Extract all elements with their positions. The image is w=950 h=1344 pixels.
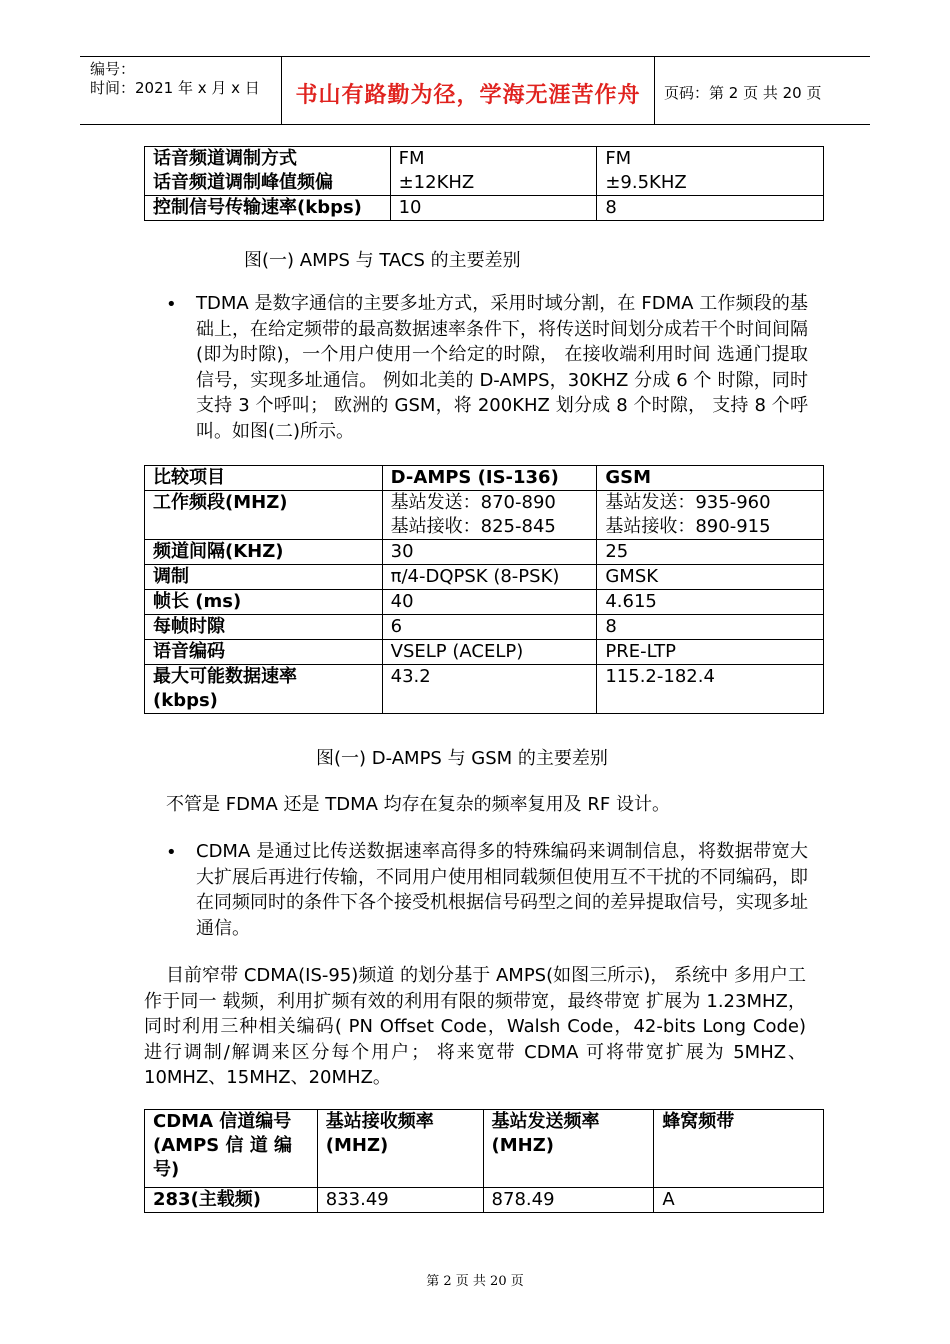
header-motto: 书山有路勤为径，学海无涯苦作舟 [295,83,641,108]
table-header-cell: D-AMPS (IS-136) [382,466,597,491]
table-cell: 话音频道调制方式 话音频道调制峰值频偏 [153,148,333,193]
cdma-channel-table [144,1109,824,1213]
table-cell: 6 [382,615,597,640]
table-header-cell: 基站发送频率 (MHZ) [491,1111,600,1156]
doc-number-label: 编号： [90,60,136,78]
table-cell: GMSK [597,565,824,590]
table-cell: π/4-DQPSK (8-PSK) [382,565,597,590]
table-row [145,590,824,615]
table-cell: 40 [382,590,597,615]
table-cell: 43.2 [382,665,597,714]
table-cell: 调制 [145,565,383,590]
table-header-row [145,466,824,491]
page-footer: 第 2 页 共 20 页 [426,1274,524,1289]
table-row [145,640,824,665]
tdma-paragraph: TDMA 是数字通信的主要多址方式，采用时域分割，在 FDMA 工作频段的基础上，在给定频带的最高数据速率条件下，将传送时间划分成若干个时间间隔(即为时隙)，一个用户使用一个给定的时隙， 在接收端利用时间 选通门提取信号，实现多址通信。 例如北美的 D-AMPS，30KHZ 分成 6 个 时隙，同时支持 3 个呼叫； 欧洲的 GSM，将 200KHZ 划分成 8 个时隙， 支持 8 个呼叫。如图(二)所示。 [196,293,808,442]
table-cell: VSELP (ACELP) [382,640,597,665]
damps-gsm-table [144,465,824,714]
table-cell: 8 [597,615,824,640]
table-row [145,615,824,640]
table-cell: 878.49 [483,1188,654,1213]
table-cell: PRE-LTP [597,640,824,665]
bullet-dot: • [166,842,177,863]
doc-time-label: 时间：2021 年 x 月 x 日 [90,79,260,97]
header-meta [90,60,260,98]
table-cell: 帧长 (ms) [145,590,383,615]
table-row [145,540,824,565]
table-cell: A [654,1188,824,1213]
table-cell: 10 [390,196,597,221]
table-cell: 基站发送：870-890 基站接收：825-845 [390,492,556,537]
table-cell: 283(主载频) [145,1188,318,1213]
table-row [145,491,824,540]
narrowband-cdma-paragraph: 目前窄带 CDMA(IS-95)频道 的划分基于 AMPS(如图三所示)， 系统中 多用户工作于同一 载频，利用扩频有效的利用有限的频带宽，最终带宽 扩展为 1.23MHZ，同时利用三种相关编码( PN Offset Code，Walsh Code，42-bits Long Code) 进行调制/解调来区分每个用户； 将来宽带 CDMA 可将带宽扩展为 5MHZ、10MHZ、15MHZ、20MHZ。 [144,965,806,1088]
table-cell: 8 [597,196,824,221]
table-header-cell: 比较项目 [145,466,383,491]
figure-caption-1: 图(一) AMPS 与 TACS 的主要差别 [244,250,521,271]
table-cell: 最大可能数据速率 (kbps) [153,666,297,711]
table-cell: 30 [382,540,597,565]
table-row [145,147,824,196]
header-bottom-rule [80,124,870,125]
table-cell: 工作频段(MHZ) [145,491,383,540]
table-header-row [145,1110,824,1188]
table-row [145,565,824,590]
table-cell: 控制信号传输速率(kbps) [145,196,391,221]
table-row [145,196,824,221]
header-divider [654,56,655,125]
table-row [145,1188,824,1213]
table-header-cell: GSM [597,466,824,491]
header-top-rule [80,56,870,57]
table-header-cell: 基站接收频率 (MHZ) [325,1111,434,1156]
table-cell: 基站发送：935-960 基站接收：890-915 [605,492,771,537]
amps-tacs-table [144,146,824,221]
table-row [145,665,824,714]
cdma-paragraph: CDMA 是通过比传送数据速率高得多的特殊编码来调制信息，将数据带宽大大扩展后再进行传输，不同用户使用相同载频但使用互不干扰的不同编码，即在同频同时的条件下各个接受机根据信号码型之间的差异提取信号，实现多址通信。 [196,841,808,939]
table-header-cell: CDMA 信道编号 (AMPS 信 道 编 号) [153,1111,293,1180]
table-cell: 语音编码 [145,640,383,665]
table-cell: FM ±9.5KHZ [605,148,687,193]
table-cell: 每帧时隙 [145,615,383,640]
table-cell: 25 [597,540,824,565]
table-cell: FM ±12KHZ [398,148,475,193]
table-header-cell: 蜂窝频带 [654,1110,824,1188]
table-cell: 833.49 [317,1188,483,1213]
table-cell: 频道间隔(KHZ) [145,540,383,565]
table-cell: 4.615 [597,590,824,615]
bullet-dot: • [166,294,177,315]
figure-caption-2: 图(一) D-AMPS 与 GSM 的主要差别 [316,748,608,769]
table-cell: 115.2-182.4 [597,665,824,714]
header-page-info: 页码：第 2 页 共 20 页 [664,84,822,102]
fdma-tdma-note: 不管是 FDMA 还是 TDMA 均存在复杂的频率复用及 RF 设计。 [166,794,670,815]
